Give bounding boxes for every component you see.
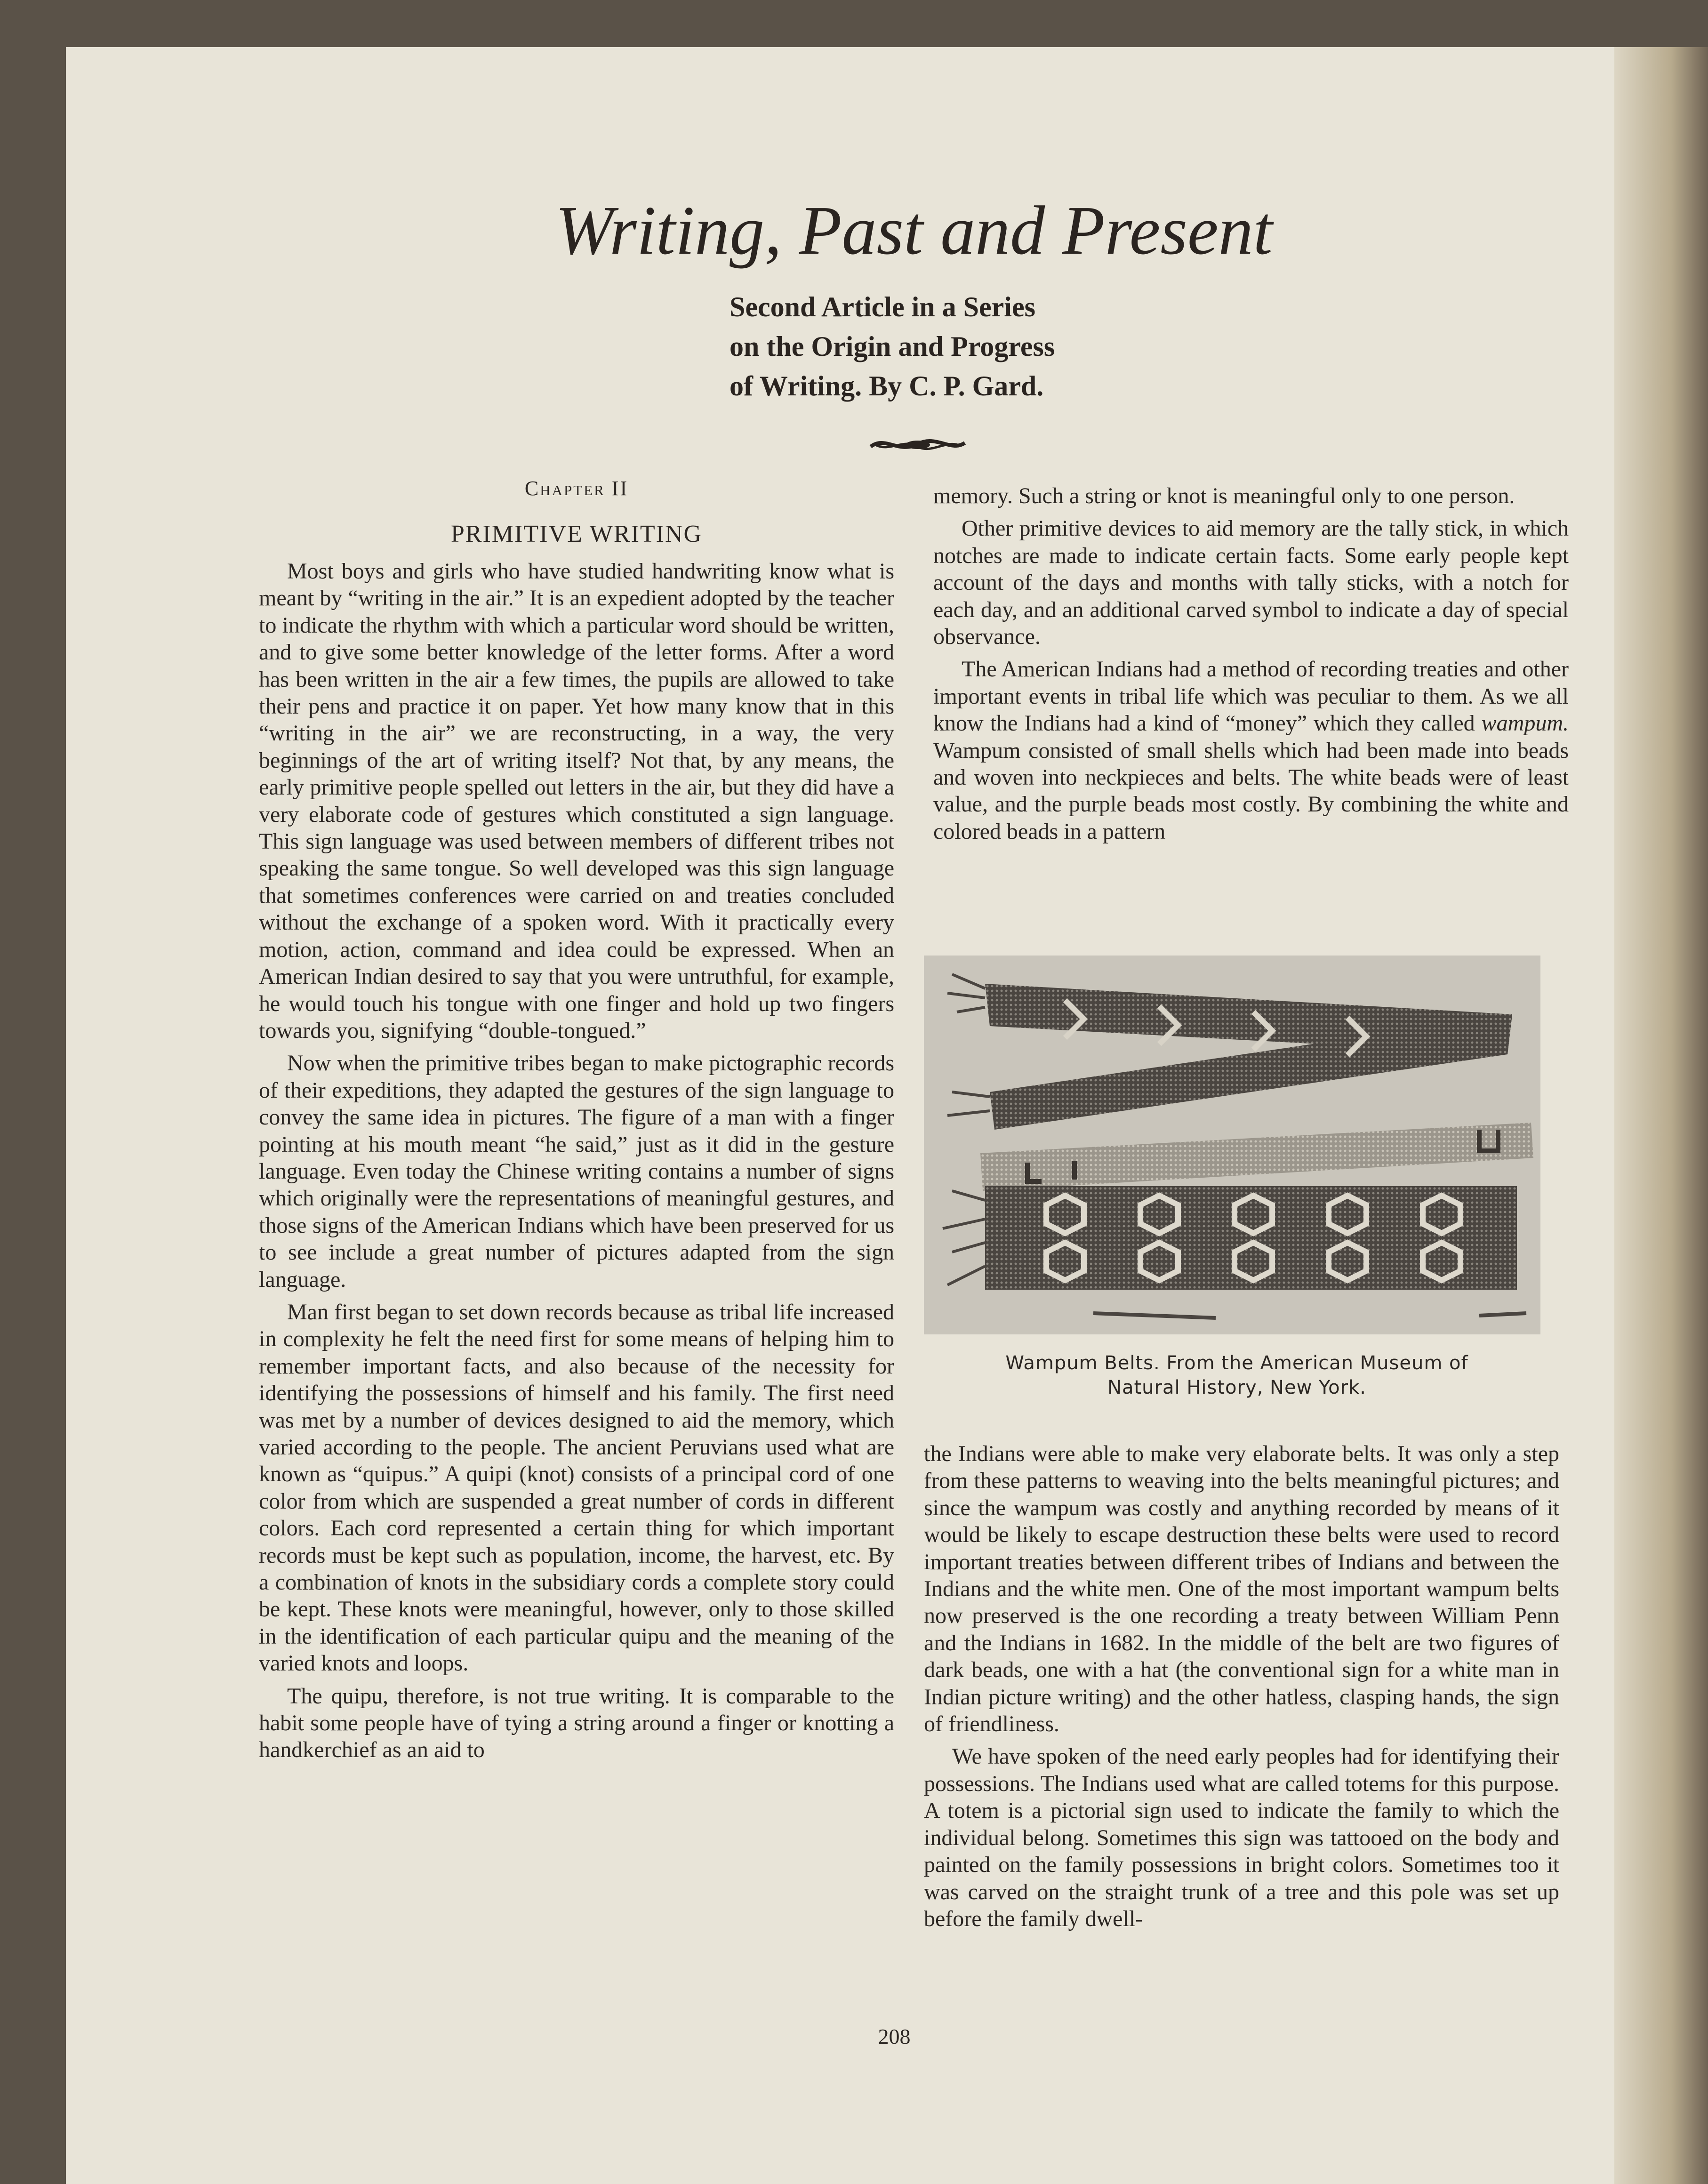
paragraph: We have spoken of the need early peoples had for identifying their possessions. The Indians used what are called totems for this purpose. A totem is a pictorial sign used to indicate the family to which the individual belong. Sometimes this sign was tattooed on the body and painted on the family possessions in bright colors. Sometimes too it was carved on the straight trunk of a tree and this pole was set up before the family dwell- bbox=[924, 1744, 1559, 1931]
paragraph: Other primitive devices to aid memory are the tally stick, in which notches are made to indicate certain facts. Some early people kept account of the days and months with tally sticks, with a notch for each day, and an additional carved symbol to indicate a day of special observance. bbox=[933, 516, 1569, 650]
paragraph: Now when the primitive tribes began to make pictographic records of their expeditions, they adapted the gestures of the sign language to convey the same idea in pictures. The figure of a man with a finger pointing at his mouth meant “he said,” just as it did in the gesture language. Even today the Chinese writing contains a number of signs which originally were the representations of meaningful gestures, and those signs of the American Indians which have been preserved for us to see include a great number of pictures adapted from the sign language. bbox=[259, 1051, 894, 1292]
subtitle-line: of Writing. By C. P. Gard. bbox=[730, 370, 1044, 401]
section-heading: PRIMITIVE WRITING bbox=[450, 521, 703, 547]
caption-line: Natural History, New York. bbox=[1107, 1377, 1366, 1398]
right-column-top bbox=[933, 482, 1569, 851]
article-title: Writing, Past and Present bbox=[555, 192, 1273, 269]
paragraph: The quipu, therefore, is not true writing. It is comparable to the habit some people have of tying a string around a finger or knotting a handkerchief as an aid to bbox=[259, 1683, 894, 1763]
subtitle-line: on the Origin and Progress bbox=[730, 331, 1055, 362]
page-number: 208 bbox=[878, 2024, 911, 2048]
wampum-belts-photo bbox=[924, 956, 1540, 1334]
paragraph: Man first began to set down records because as tribal life increased in complexity he felt the need first for some means of helping him to remember important facts, and also because of the necessity for identifying the possessions of himself and his family. The first need was met by a number of devices designed to aid the memory, which varied according to the people. The ancient Peruvians used what are known as “quipus.” A quipi (knot) consists of a principal cord of one color from which are suspended a great number of cords in different colors. Each cord represented a certain thing for which important records must be kept such as population, income, the harvest, etc. By a combination of knots in the subsidiary cords a complete story could be kept. These knots were meaningful, however, only to those skilled in the identification of each particular quipu and the meaning of the varied knots and loops. bbox=[259, 1299, 894, 1676]
article-subtitle bbox=[730, 287, 1191, 406]
ornament-divider-icon bbox=[866, 431, 970, 459]
italic-term: wampum. bbox=[1481, 711, 1569, 736]
caption-line: Wampum Belts. From the American Museum of bbox=[1005, 1352, 1468, 1374]
paragraph bbox=[933, 656, 1569, 845]
book-gutter-shadow bbox=[1614, 47, 1708, 2184]
paragraph-text: The American Indians had a method of recording treaties and other important events in tribal life which was peculiar to them. As we all know the Indians had a kind of “money” which they called bbox=[933, 657, 1569, 736]
paragraph: Most boys and girls who have studied handwriting know what is meant by “writing in the air.” It is an expedient adopted by the teacher to indicate the rhythm with which a particular word should be written, and to give some better knowledge of the letter forms. After a word has been written in the air a few times, the pupils are allowed to take their pens and practice it on paper. Yet how many know that in this “writing in the air” we are reconstructing, in a way, the very beginnings of the art of writing itself? Not that, by any means, the early primitive people spelled out letters in the air, but they did have a very elaborate code of gestures which constituted a sign language. This sign language was used between members of different tribes not speaking the same tongue. So well developed was this sign language that sometimes conferences were carried on and treaties concluded without the exchange of a spoken word. With it practically every motion, action, command and idea could be expressed. When an American Indian desired to say that you were untruthful, for example, he would touch his tongue with one finger and hold up two fingers towards you, signifying “double-tongued.” bbox=[259, 559, 894, 1043]
left-column bbox=[259, 558, 894, 1769]
paragraph: memory. Such a string or knot is meaningful only to one person. bbox=[933, 483, 1515, 508]
chapter-heading: Chapter II bbox=[524, 477, 629, 500]
right-column-bottom bbox=[924, 1440, 1559, 1938]
subtitle-line: Second Article in a Series bbox=[730, 291, 1035, 322]
paragraph-text: Wampum consisted of small shells which had been made into beads and woven into neckpieces and belts. The white beads were of least value, and the purple beads most costly. By combining the white and colored beads in a pattern bbox=[933, 738, 1569, 844]
paragraph: the Indians were able to make very elaborate belts. It was only a step from these patterns to weaving into the belts meaningful pictures; and since the wampum was costly and anything recorded by means of it would be likely to escape destruction these belts were used to record important treaties between different tribes of Indians and between the Indians and the white men. One of the most important wampum belts now preserved is the one recording a treaty between William Penn and the Indians in 1682. In the middle of the belt are two figures of dark beads, one with a hat (the conventional sign for a white man in Indian picture writing) and the other hatless, clasping hands, the sign of friendliness. bbox=[924, 1441, 1559, 1737]
figure-caption bbox=[924, 1351, 1550, 1400]
